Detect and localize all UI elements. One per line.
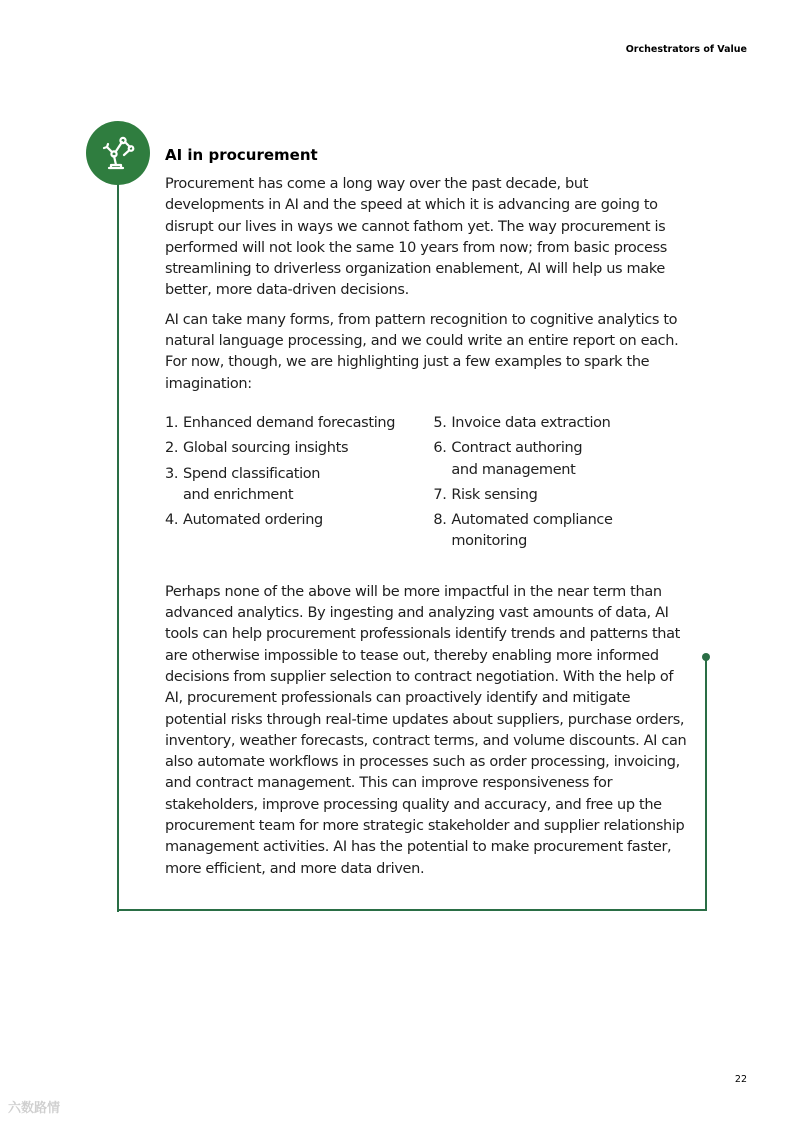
list-item: 7. Risk sensing [433, 486, 538, 503]
list-item: 6. Contract authoring and management [433, 440, 583, 478]
list-item: 1. Enhanced demand forecasting [165, 414, 396, 431]
list-item: 8. Automated compliance monitoring [433, 512, 613, 550]
examples-list-right [433, 413, 690, 557]
watermark: 六数路情 [8, 1101, 61, 1116]
frame-end-dot [702, 653, 710, 661]
page-number: 22 [734, 1074, 747, 1085]
examples-list-left [165, 413, 433, 557]
frame-left-border [117, 178, 119, 912]
section-content [165, 146, 690, 888]
analytics-paragraph: Perhaps none of the above will be more impactful in the near term than advanced analytics. By ingesting and analyzing vast amounts of data, AI tools can help procurement professionals identify trends and patterns that are otherwise impossible to tease out, thereby enabling more informed decisions from supplier selection to contract negotiation. With the help of AI, procurement professionals can proactively identify and mitigate potential risks through real-time updates about suppliers, purchase orders, inventory, weather forecasts, contract terms, and volume discounts. AI can also automate workflows in processes such as order processing, invoicing, and contract management. This can improve responsiveness for stakeholders, improve processing quality and accuracy, and free up the procurement team for more strategic stakeholder and supplier relationship management activities. AI has the potential to make procurement faster, more efficient, and more data driven. [165, 583, 687, 877]
robotic-arm-icon [98, 133, 138, 173]
list-item: 2. Global sourcing insights [165, 440, 349, 457]
section-icon-badge [86, 121, 150, 185]
frame-right-border [705, 657, 707, 911]
examples-list [165, 413, 690, 557]
list-item: 4. Automated ordering [165, 512, 323, 529]
running-header: Orchestrators of Value [625, 44, 747, 55]
section-title: AI in procurement [165, 146, 318, 164]
frame-bottom-border [117, 909, 707, 911]
list-item: 3. Spend classification and enrichment [165, 465, 321, 503]
list-item: 5. Invoice data extraction [433, 414, 611, 431]
forms-paragraph: AI can take many forms, from pattern recognition to cognitive analytics to natural language processing, and we could write an entire report on each. For now, though, we are highlighting just a few examples to spark the imagination: [165, 311, 679, 392]
intro-paragraph: Procurement has come a long way over the past decade, but developments in AI and the speed at which it is advancing are going to disrupt our lives in ways we cannot fathom yet. The way procurement is performed will not look the same 10 years from now; from basic process streamlining to driverless organization enablement, AI will help us make better, more data-driven decisions. [165, 176, 667, 299]
